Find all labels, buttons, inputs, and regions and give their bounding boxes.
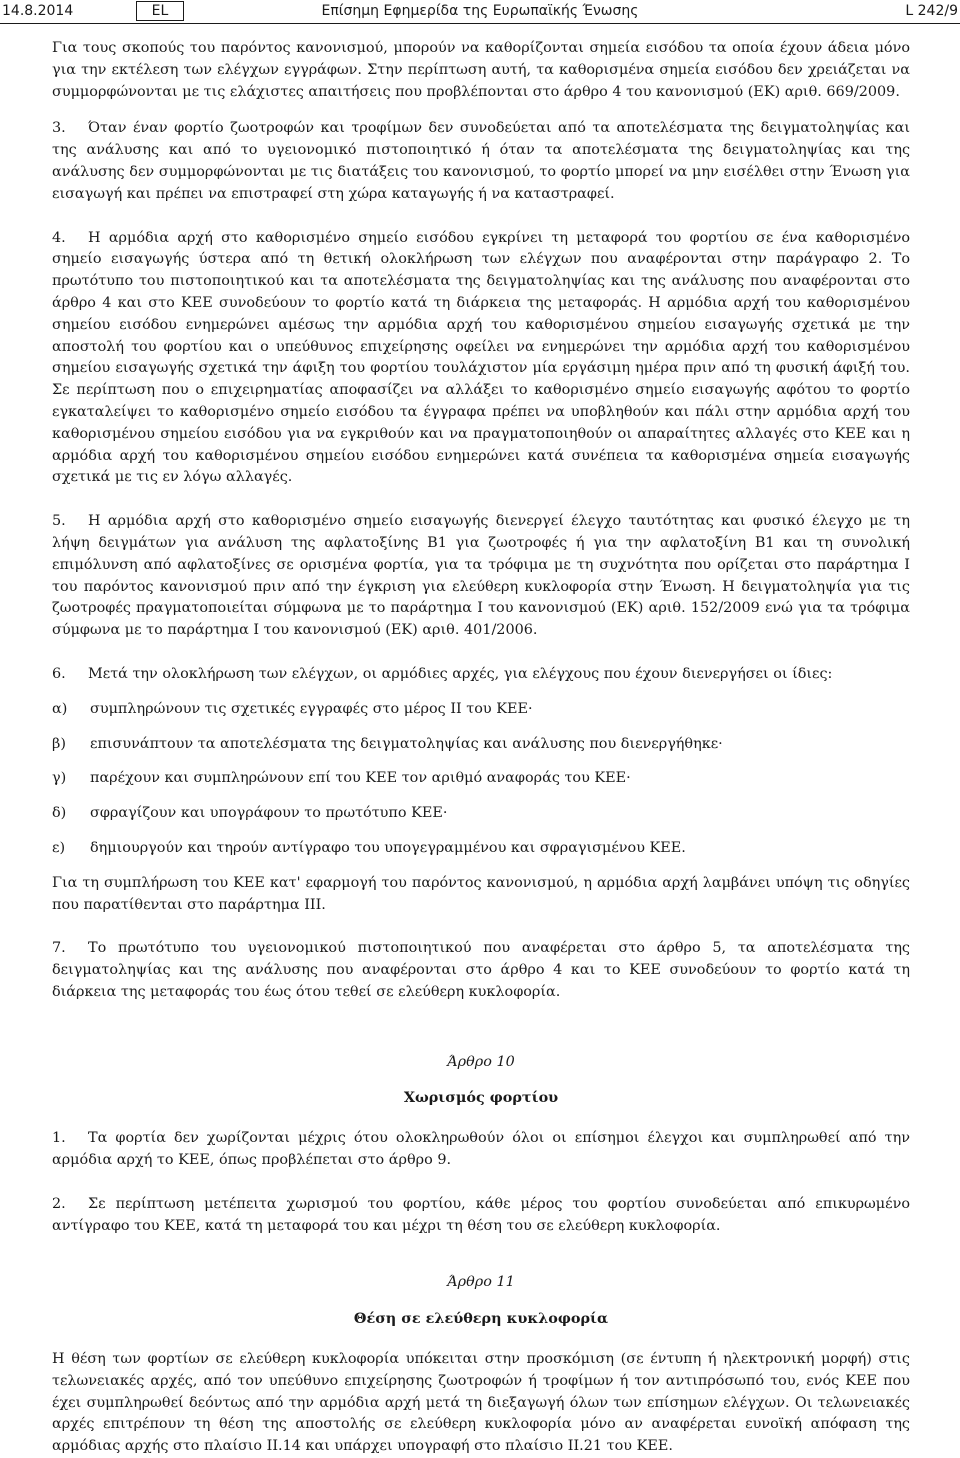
paragraph-6-closing: Για τη συμπλήρωση του ΚΕΕ κατ' εφαρμογή του παρόντος κανονισμού, η αρμόδια αρχή λαμβάνει υπόψη τις οδηγίες που παρατίθενται στο παράρτημα III. bbox=[52, 874, 910, 913]
list-item bbox=[52, 838, 910, 860]
paragraph-text: Σε περίπτωση μετέπειτα χωρισμού του φορτίου, κάθε μέρος του φορτίου συνοδεύεται από επικυρωμένο αντίγραφο του ΚΕΕ, κατά τη μεταφορά του και μέχρι τη θέση του σε ελεύθερη κυκλοφορία. bbox=[52, 1195, 910, 1234]
document-body bbox=[52, 38, 910, 1458]
list-item-label: δ) bbox=[52, 805, 67, 822]
paragraph-4 bbox=[52, 228, 910, 490]
list-item-label: α) bbox=[52, 700, 68, 717]
list-item-label: γ) bbox=[52, 770, 67, 787]
language-code-box: EL bbox=[136, 1, 184, 21]
paragraph-7 bbox=[52, 938, 910, 1003]
paragraph-text: Η αρμόδια αρχή στο καθορισμένο σημείο εισόδου εγκρίνει τη μεταφορά του φορτίου σε ένα καθορισμένο σημείο εισαγωγής ύστερα από τη θετική ολοκλήρωση των ελέγχων που αναφέρονται στην παράγραφο 2. Το πρωτότυπο του πιστοποιητικού και τα αποτελέσματα της δειγματοληψίας και της ανάλυσης που αναφέρονται στο άρθρο 4 και στο ΚΕΕ συνοδεύουν το φορτίο κατά τη διάρκεια της μεταφοράς. Η αρμόδια αρχή του καθορισμένου σημείου εισόδου ενημερώνει αμέσως την αρμόδια αρχή του καθορισμένου σημείου εισαγωγής σχετικά με την αποστολή του φορτίου και ο υπεύθυνος επιχείρησης οφείλει να ενημερώνει την αρμόδια αρχή του καθορισμένου σημείου εισαγωγής σχετικά την άφιξη του φορτίου τουλάχιστον μία εργάσιμη ημέρα πριν από τη φυσική άφιξή του. Σε περίπτωση που ο επιχειρηματίας αποφασίζει να αλλάξει το καθορισμένο σημείο εισαγωγής αφότου το φορτίο εγκαταλείψει το καθορισμένο σημείο εισόδου τα έγγραφα πρέπει να υποβληθούν και πάλι στην αρμόδια αρχή του καθορισμένου σημείου εισόδου για να εγκριθούν και να πραγματοποιηθούν οι απαραίτητες αλλαγές στο ΚΕΕ και η αρμόδια αρχή του καθορισμένου σημείου εισόδου ενημερώνει κατά συνέπεια τα καθορισμένα σημεία εισαγωγής σχετικά με τις εν λόγω αλλαγές. bbox=[52, 229, 910, 486]
list-item-text: δημιουργούν και τηρούν αντίγραφο του υπογεγραμμένου και σφραγισμένου ΚΕΕ. bbox=[90, 839, 686, 856]
header-rule bbox=[0, 23, 960, 24]
paragraph-number: 2. bbox=[52, 1195, 66, 1212]
paragraph-number: 6. bbox=[52, 665, 66, 682]
list-item bbox=[52, 803, 910, 825]
paragraph-5 bbox=[52, 511, 910, 642]
paragraph-number: 4. bbox=[52, 229, 66, 246]
list-item-text: σφραγίζουν και υπογράφουν το πρωτότυπο ΚΕΕ· bbox=[90, 805, 448, 822]
list-item-label: ε) bbox=[52, 839, 66, 856]
paragraph-number: 1. bbox=[52, 1130, 66, 1147]
list-item bbox=[52, 734, 910, 756]
list-item-text: επισυνάπτουν τα αποτελέσματα της δειγματοληψίας και ανάλυσης που διενεργήθηκε· bbox=[90, 735, 723, 752]
journal-title: Επίσημη Εφημερίδα της Ευρωπαϊκής Ένωσης bbox=[321, 3, 639, 19]
article-10-paragraph-2 bbox=[52, 1194, 910, 1238]
paragraph-text: Τα φορτία δεν χωρίζονται μέχρις ότου ολοκληρωθούν όλοι οι επίσημοι έλεγχοι και συμπληρωθεί από την αρμόδια αρχή το ΚΕΕ, όπως προβλέπεται στο άρθρο 9. bbox=[52, 1130, 910, 1169]
list-item-label: β) bbox=[52, 735, 66, 752]
paragraph-text: Η αρμόδια αρχή στο καθορισμένο σημείο εισαγωγής διενεργεί έλεγχο ταυτότητας και φυσικό έλεγχο με τη λήψη δειγμάτων για ανάλυση της αφλατοξίνης B1 για ζωοτροφές ή για την αφλατοξίνη B1 και τη συνολική επιμόλυνση από αφλατοξίνες σε ορισμένα φορτία, για τα τρόφιμα με τη συχνότητα που ορίζεται στο παράρτημα I του παρόντος κανονισμού πριν από την έγκριση για ελεύθερη κυκλοφορία στην Ένωση. Η δειγματοληψία για τις ζωοτροφές πραγματοποιείται σύμφωνα με το παράρτημα I του κανονισμού (ΕΚ) αριθ. 152/2009 ενώ για τα τρόφιμα σύμφωνα με το παράρτημα I του κανονισμού (ΕΚ) αριθ. 401/2006. bbox=[52, 513, 910, 639]
list-item-text: συμπληρώνουν τις σχετικές εγγραφές στο μέρος II του ΚΕΕ· bbox=[90, 700, 533, 717]
list-item bbox=[52, 699, 910, 721]
article-10-title: Άρθρο 10 bbox=[447, 1053, 515, 1070]
list-item bbox=[52, 768, 910, 790]
paragraph-text: Όταν έναν φορτίο ζωοτροφών και τροφίμων δεν συνοδεύεται από τα αποτελέσματα της δειγματοληψίας και της ανάλυσης και από το υγειονομικό πιστοποιητικό ή όταν τα αποτελέσματα της δειγματοληψίας και της ανάλυσης δεν συμμορφώνονται με τις διατάξεις του κανονισμού, το φορτίο μπορεί να μην εισέλθει στην Ένωση για εισαγωγή και πρέπει να επιστραφεί στη χώρα καταγωγής ή να καταστραφεί. bbox=[52, 120, 910, 202]
paragraph-number: 7. bbox=[52, 940, 66, 957]
article-11-heading: Θέση σε ελεύθερη κυκλοφορία bbox=[353, 1310, 609, 1328]
publication-date: 14.8.2014 bbox=[2, 3, 74, 19]
intro-paragraph: Για τους σκοπούς του παρόντος κανονισμού, μπορούν να καθορίζονται σημεία εισόδου τα οποία έχουν άδεια μόνο για την εκτέλεση των ελέγχων εγγράφων. Στην περίπτωση αυτή, τα καθορισμένα σημεία εισόδου δεν χρειάζεται να συμμορφώνονται με τις ελάχιστες απαιτήσεις που προβλέπονται στο άρθρο 4 του κανονισμού (ΕΚ) αριθ. 669/2009. bbox=[52, 40, 910, 100]
paragraph-3 bbox=[52, 118, 910, 205]
article-11-title: Άρθρο 11 bbox=[447, 1274, 515, 1291]
page-header bbox=[0, 0, 960, 22]
paragraph-number: 3. bbox=[52, 120, 66, 137]
article-10-paragraph-1 bbox=[52, 1128, 910, 1172]
article-11-paragraph: Η θέση των φορτίων σε ελεύθερη κυκλοφορία υπόκειται στην προσκόμιση (σε έντυπη ή ηλεκτρονική μορφή) στις τελωνειακές αρχές, από τον υπεύθυνο επιχείρησης ζωοτροφών ή τροφίμων ή τον αντιπρόσωπό του, ενός ΚΕΕ που έχει συμπληρωθεί δεόντως από την αρμόδια αρχή μετά τη διεξαγωγή όλων των επίσημων ελέγχων. Οι τελωνειακές αρχές επιτρέπουν τη θέση της αποστολής σε ελεύθερη κυκλοφορία μόνο αν αναφέρεται ευνοϊκή απόφαση της αρμόδιας αρχής στο πλαίσιο II.14 και υπάρχει υπογραφή στο πλαίσιο II.21 του ΚΕΕ. bbox=[52, 1351, 910, 1455]
paragraph-text: Το πρωτότυπο του υγειονομικού πιστοποιητικού που αναφέρεται στο άρθρο 5, τα αποτελέσματα της δειγματοληψίας και της ανάλυσης που αναφέρονται στο άρθρο 4 και το ΚΕΕ συνοδεύουν το φορτίο κατά τη διάρκεια της μεταφοράς του έως ότου τεθεί σε ελεύθερη κυκλοφορία. bbox=[52, 940, 910, 1000]
list-item-text: παρέχουν και συμπληρώνουν επί του ΚΕΕ τον αριθμό αναφοράς του ΚΕΕ· bbox=[90, 770, 631, 787]
article-10-heading: Χωρισμός φορτίου bbox=[403, 1089, 559, 1107]
paragraph-text: Μετά την ολοκλήρωση των ελέγχων, οι αρμόδιες αρχές, για ελέγχους που έχουν διενεργήσει οι ίδιες: bbox=[88, 665, 833, 682]
paragraph-6 bbox=[52, 664, 910, 686]
paragraph-number: 5. bbox=[52, 513, 66, 530]
page-reference: L 242/9 bbox=[905, 3, 958, 19]
